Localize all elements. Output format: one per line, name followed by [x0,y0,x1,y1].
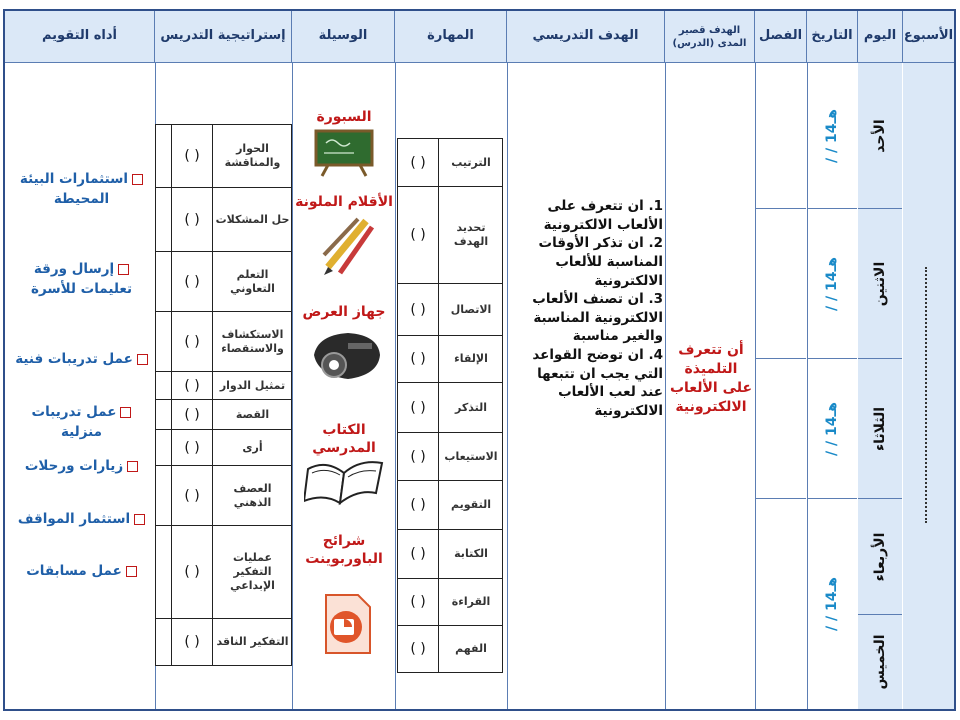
evaluation-checkbox[interactable] [127,461,138,472]
date-label: / / 14هـ [824,256,840,311]
skill-check[interactable]: ( ) [398,187,439,283]
strategy-stub [156,372,172,399]
skill-label: الفهم [455,642,487,656]
strategy-stub [156,526,172,618]
skill-label: التذكر [455,400,487,414]
day-cell [858,63,902,209]
col-divider [507,63,508,709]
skill-row [398,139,502,187]
strategy-check[interactable]: ( ) [172,188,213,251]
skill-check[interactable]: ( ) [398,626,439,672]
strategy-check[interactable]: ( ) [172,125,213,187]
date-label: / / 14هـ [824,577,840,631]
skill-row [398,383,502,433]
strategy-check[interactable]: ( ) [172,526,213,618]
evaluation-item [9,561,154,581]
strategy-check[interactable]: ( ) [172,312,213,371]
class-cell [755,499,806,709]
strategy-check[interactable]: ( ) [172,372,213,399]
skill-row [398,284,502,336]
class-cell [755,63,806,209]
strategy-stub [156,312,172,371]
date-label: / / 14هـ [824,108,840,163]
skill-row [398,187,502,284]
tool-label: الأقلام الملونة [295,194,393,210]
day-label: الأحد [872,118,888,153]
tool-label: الكتاب المدرسي [312,422,376,456]
date-cell [807,359,857,499]
day-label: الثلاثاء [872,406,888,451]
evaluation-label: استثمار المواقف [17,511,131,527]
strategy-row [156,526,291,619]
skill-check[interactable]: ( ) [398,139,439,186]
day-label: الخميس [872,634,888,690]
evaluation-checkbox[interactable] [118,264,129,275]
skill-row [398,336,502,383]
evaluation-label: عمل مسابقات [26,563,122,579]
tool-label: السبورة [316,109,372,125]
strategy-row [156,188,291,252]
pencils-icon [316,215,376,277]
projector-icon [308,325,384,385]
strategy-stub [156,400,172,429]
strategy-row [156,619,291,665]
day-cell [858,209,902,359]
date-cell [807,499,857,709]
objectives-list [515,197,663,421]
header-tool: الوسيلة [292,11,395,62]
evaluation-label: استثمارات البيئة المحيطة [19,171,129,208]
tools-column [294,63,394,709]
skill-check[interactable]: ( ) [398,481,439,529]
evaluation-item [9,349,154,369]
strategy-stub [156,188,172,251]
date-label: / / 14هـ [824,401,840,456]
strategy-label: التفكير الناقد [216,635,289,649]
skill-label: الإلقاء [454,352,488,366]
evaluation-checkbox[interactable] [126,566,137,577]
skill-check[interactable]: ( ) [398,530,439,578]
strategy-stub [156,466,172,525]
strategy-label: أرى [242,440,263,454]
strategy-label: العصف الذهني [233,481,272,509]
skills-table [397,138,503,673]
skill-label: القراءة [451,595,491,609]
day-label: الأربعاء [872,532,888,581]
strategy-row [156,312,291,372]
strategy-stub [156,619,172,665]
evaluation-checkbox[interactable] [134,514,145,525]
strategy-label: الحوار والمناقشة [224,142,281,169]
strategy-label: الاستكشاف والاستقصاء [221,327,284,355]
day-cell [858,359,902,499]
skill-label: الترتيب [451,155,491,169]
strategy-row [156,430,291,466]
evaluation-item [9,259,154,300]
col-divider [665,63,666,709]
skill-label: التقويم [451,498,491,512]
day-cell [858,615,902,709]
skill-row [398,626,502,672]
date-cell [807,63,857,209]
objective-item: 1. ان تتعرف على الألعاب الالكترونية [543,198,663,233]
strategy-stub [156,252,172,311]
strategy-check[interactable]: ( ) [172,400,213,429]
col-divider [292,63,293,709]
strategy-row [156,372,291,400]
tool-label: شرائح الباوربوينت [305,533,383,567]
skill-label: الاتصال [450,302,492,316]
strategy-row [156,400,291,430]
skill-label: الكتابة [454,547,488,561]
header-short-goal: الهدف قصير المدى (الدرس) [665,11,755,62]
strategy-check[interactable]: ( ) [172,252,213,311]
evaluation-label: عمل تدريبات منزلية [31,404,117,441]
strategy-check[interactable]: ( ) [172,619,213,665]
evaluation-item [9,509,154,529]
evaluation-item [9,456,154,476]
strategy-label: حل المشكلات [215,212,290,226]
strategy-check[interactable]: ( ) [172,430,213,465]
evaluation-checkbox[interactable] [120,407,131,418]
col-divider [395,63,396,709]
class-cell [755,209,806,359]
evaluation-checkbox[interactable] [132,174,143,185]
header-evaluation: أداه التقويم [5,11,155,62]
strategy-label: تمثيل الدوار [219,378,286,392]
short-goal-text: أن تتعرف التلميذة على الألعاب الالكترونية [669,342,753,415]
header-skill: المهارة [395,11,507,62]
header-strategy: إستراتيجية التدريس [155,11,292,62]
skill-check[interactable]: ( ) [398,579,439,625]
skill-row [398,530,502,579]
objective-item: 3. ان تصنف الألعاب الالكترونية المناسبة والغير مناسبة [532,291,663,345]
skill-check[interactable]: ( ) [398,383,439,432]
skill-row [398,579,502,626]
evaluation-item [9,169,154,210]
strategy-row [156,125,291,188]
header-date: التاريخ [807,11,858,62]
lesson-plan-table [3,9,956,711]
strategy-label: عمليات التفكير الإبداعي [230,551,275,592]
powerpoint-icon [316,591,374,657]
header-class: الفصل [755,11,807,62]
strategy-label: القصة [235,407,270,421]
date-cell [807,209,857,359]
strategy-row [156,466,291,526]
strategy-label: التعلم التعاوني [230,267,275,295]
evaluation-label: زيارات ورحلات [24,458,124,474]
strategies-table [155,124,292,666]
class-cell [755,359,806,499]
evaluation-item [9,402,154,443]
strategy-stub [156,430,172,465]
header-week: الأسبوع [903,11,954,62]
header-day: اليوم [858,11,903,62]
day-cell [858,499,902,615]
objective-item: 4. ان توضح القواعد التي يجب ان تتبعها عند لعب الألعاب الالكترونية [532,347,663,419]
evaluation-label: عمل تدريبات فنية [15,351,133,367]
tool-label: جهاز العرض [302,304,386,320]
skill-label: الاستيعاب [444,449,498,463]
chalkboard-icon [314,129,374,177]
week-dotted-line [925,267,933,523]
strategy-stub [156,125,172,187]
open-book-icon [304,447,386,507]
header-objective: الهدف التدريسي [507,11,665,62]
skill-check[interactable]: ( ) [398,336,439,382]
strategy-check[interactable]: ( ) [172,466,213,525]
evaluation-checkbox[interactable] [137,354,148,365]
day-label: الاثنين [872,261,888,306]
skill-label: تحديد الهدف [453,221,489,248]
skill-check[interactable]: ( ) [398,284,439,335]
strategy-row [156,252,291,312]
skill-row [398,433,502,481]
objective-item: 2. ان تذكر الأوقات المناسبة للألعاب الالكترونية [538,235,663,289]
skill-row [398,481,502,530]
skill-check[interactable]: ( ) [398,433,439,480]
evaluation-label: إرسال ورقة تعليمات للأسرة [30,261,133,298]
